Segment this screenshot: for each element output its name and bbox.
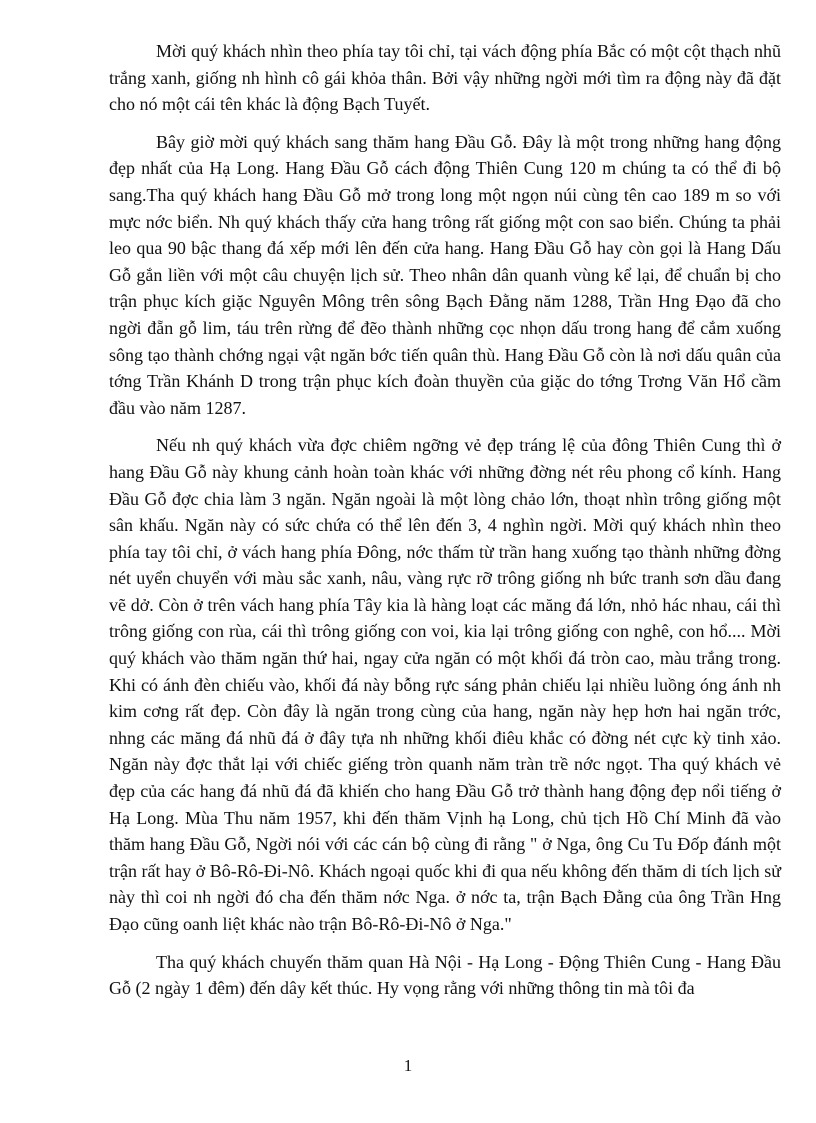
paragraph-hang-dau-go-chambers: Nếu nh quý khách vừa đợc chiêm ngỡng vẻ đẹp tráng lệ của đông Thiên Cung thì ở hang Đầu Gỗ này khung cảnh hoàn toàn khác với những đờng nét rêu phong cổ kính. Hang Đầu Gỗ đợc chia làm 3 ngăn. Ngăn ngoài là một lòng chảo lớn, thoạt nhìn trông giống một sân khấu. Ngăn này có sức chứa có thể lên đến 3, 4 nghìn ngời. Mời quý khách nhìn theo phía tay tôi chỉ, ở vách hang phía Đông, nớc thấm từ trần hang xuống tạo thành những đờng nét uyển chuyển với màu sắc xanh, nâu, vàng rực rỡ trông giống nh bức tranh sơn dầu đang vẽ dở. Còn ở trên vách hang phía Tây kia là hàng loạt các măng đá lớn, nhỏ hác nhau, cái thì trông giống con rùa, cái thì trông giống con voi, kia lại trông giống con nghê, con hổ.... Mời quý khách vào thăm ngăn thứ hai, ngay cửa ngăn có một khối đá tròn cao, màu trắng trong. Khi có ánh đèn chiếu vào, khối đá này bỗng rực sáng phản chiếu lại nhiều luồng óng ánh nh kim cơng rất đẹp. Còn đây là ngăn trong cùng của hang, ngăn này hẹp hơn hai ngăn trớc, nhng các măng đá nhũ đá ở đây tựa nh những khối điêu khắc có đờng nét cực kỳ tinh xảo. Ngăn này đợc thắt lại với chiếc giếng tròn quanh năm tràn trề nớc ngọt. Tha quý khách vẻ đẹp của các hang đá nhũ đá đã khiến cho hang Đầu Gỗ trở thành hang động đẹp nổi tiếng ở Hạ Long. Mùa Thu năm 1957, khi đến thăm Vịnh hạ Long, chủ tịch Hồ Chí Minh đã vào thăm hang Đầu Gỗ, Ngời nói với các cán bộ cùng đi rằng " ở Nga, ông Cu Tu Đốp đánh một trận rất hay ở Bô-Rô-Đi-Nô. Khách ngoại quốc khi đi qua nếu không đến thăm di tích lịch sử này thì coi nh ngời đó cha đến thăm nớc Nga. ở nớc ta, trận Bạch Đằng của ông Trần Hng Đạo cũng oanh liệt khác nào trận Bô-Rô-Đi-Nô ở Nga." [109, 435, 781, 934]
page-number: 1 [403, 1056, 413, 1075]
paragraph-closing: Tha quý khách chuyến thăm quan Hà Nội - Hạ Long - Động Thiên Cung - Hang Đầu Gỗ (2 ngày 1 đêm) đến dây kết thúc. Hy vọng rằng với những thông tin mà tôi đa [109, 951, 781, 999]
paragraph-hang-dau-go-intro: Bây giờ mời quý khách sang thăm hang Đầu Gỗ. Đây là một trong những hang động đẹp nhất của Hạ Long. Hang Đầu Gỗ cách động Thiên Cung 120 m chúng ta có thể đi bộ sang.Tha quý khách hang Đầu Gỗ mở trong long một ngọn núi cùng tên cao 189 m so với mực nớc biển. Nh quý khách thấy cửa hang trông rất giống một con sao biển. Chúng ta phải leo qua 90 bậc thang đá xếp mới lên đến cửa hang. Hang Đầu Gỗ hay còn gọi là Hang Dấu Gỗ gắn liền với một câu chuyện lịch sử. Theo nhân dân quanh vùng kể lại, để chuẩn bị cho trận phục kích giặc Nguyên Mông trên sông Bạch Đằng năm 1288, Trần Hng Đạo đã cho ngời đẵn gỗ lim, táu trên rừng để đẽo thành những cọc nhọn dấu trong hang để cắm xuống sông tạo thành chớng ngại vật ngăn bớc tiến quân thù. Hang Đầu Gỗ còn là nơi dấu quân của tớng Trần Khánh D trong trận phục kích đoàn thuyền của giặc do tớng Trơng Văn Hổ cầm đầu vào năm 1287. [109, 131, 781, 418]
body-text [109, 38, 781, 1013]
paragraph-bach-tuyet: Mời quý khách nhìn theo phía tay tôi chỉ, tại vách động phía Bắc có một cột thạch nhũ trắng xanh, giống nh hình cô gái khỏa thân. Bởi vậy những ngời mới tìm ra động này đã đặt cho nó một cái tên khác là động Bạch Tuyết. [109, 41, 781, 115]
